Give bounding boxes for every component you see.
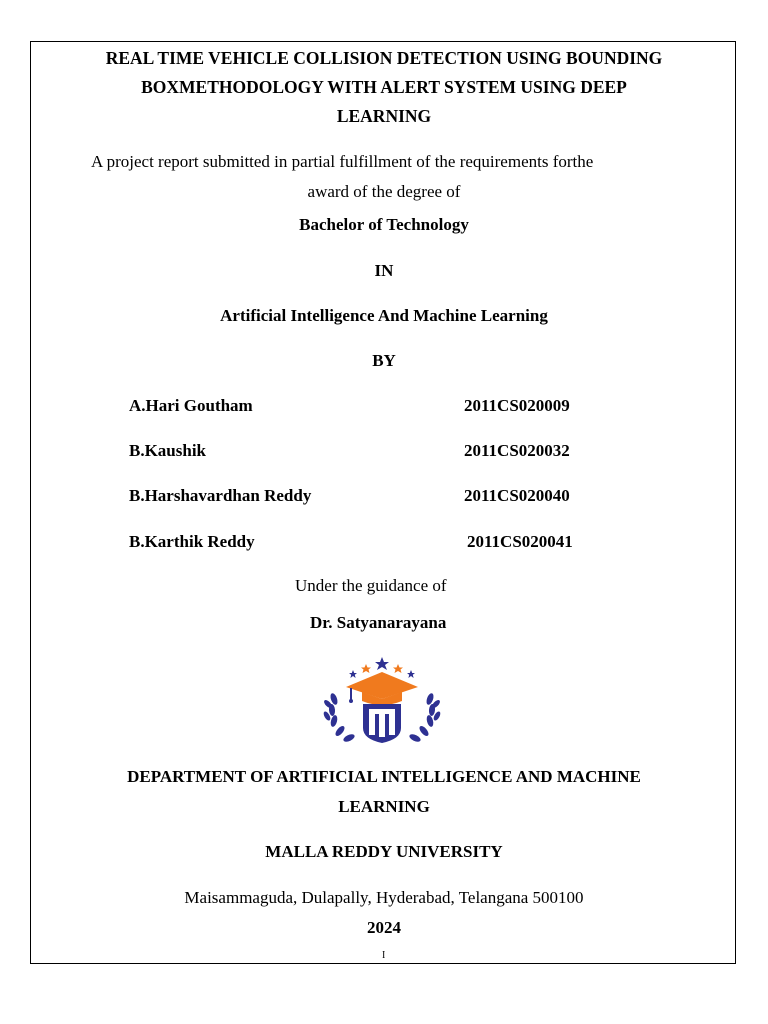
department-line-2: LEARNING bbox=[338, 797, 430, 816]
student-roll: 2011CS020009 bbox=[464, 396, 570, 415]
student-roll: 2011CS020040 bbox=[464, 486, 570, 505]
university-address: Maisammaguda, Dulapally, Hyderabad, Telangana 500100 bbox=[184, 888, 584, 907]
student-name: A.Hari Goutham bbox=[129, 396, 253, 415]
degree-name: Bachelor of Technology bbox=[299, 215, 469, 234]
student-roll: 2011CS020041 bbox=[467, 532, 573, 551]
university-logo-icon bbox=[322, 655, 442, 745]
student-name: B.Harshavardhan Reddy bbox=[129, 486, 312, 505]
department-line-1: DEPARTMENT OF ARTIFICIAL INTELLIGENCE AND MACHINE bbox=[127, 767, 641, 786]
submission-line-1: A project report submitted in partial fulfillment of the requirements forthe bbox=[91, 152, 594, 171]
submission-line-2: award of the degree of bbox=[307, 182, 461, 201]
title-line-3: LEARNING bbox=[336, 106, 432, 126]
year: 2024 bbox=[367, 918, 401, 937]
by-label: BY bbox=[372, 351, 396, 370]
page-number: I bbox=[382, 950, 386, 961]
specialization: Artificial Intelligence And Machine Learning bbox=[220, 306, 548, 325]
student-name: B.Kaushik bbox=[129, 441, 207, 460]
student-name: B.Karthik Reddy bbox=[129, 532, 255, 551]
in-label: IN bbox=[374, 261, 394, 280]
title-line-1: REAL TIME VEHICLE COLLISION DETECTION USING BOUNDING bbox=[105, 48, 663, 68]
title-line-2: BOXMETHODOLOGY WITH ALERT SYSTEM USING DEEP bbox=[141, 77, 627, 97]
guidance-label: Under the guidance of bbox=[295, 576, 447, 595]
university-name: MALLA REDDY UNIVERSITY bbox=[265, 842, 503, 861]
guide-name: Dr. Satyanarayana bbox=[310, 613, 447, 632]
student-roll: 2011CS020032 bbox=[464, 441, 570, 460]
